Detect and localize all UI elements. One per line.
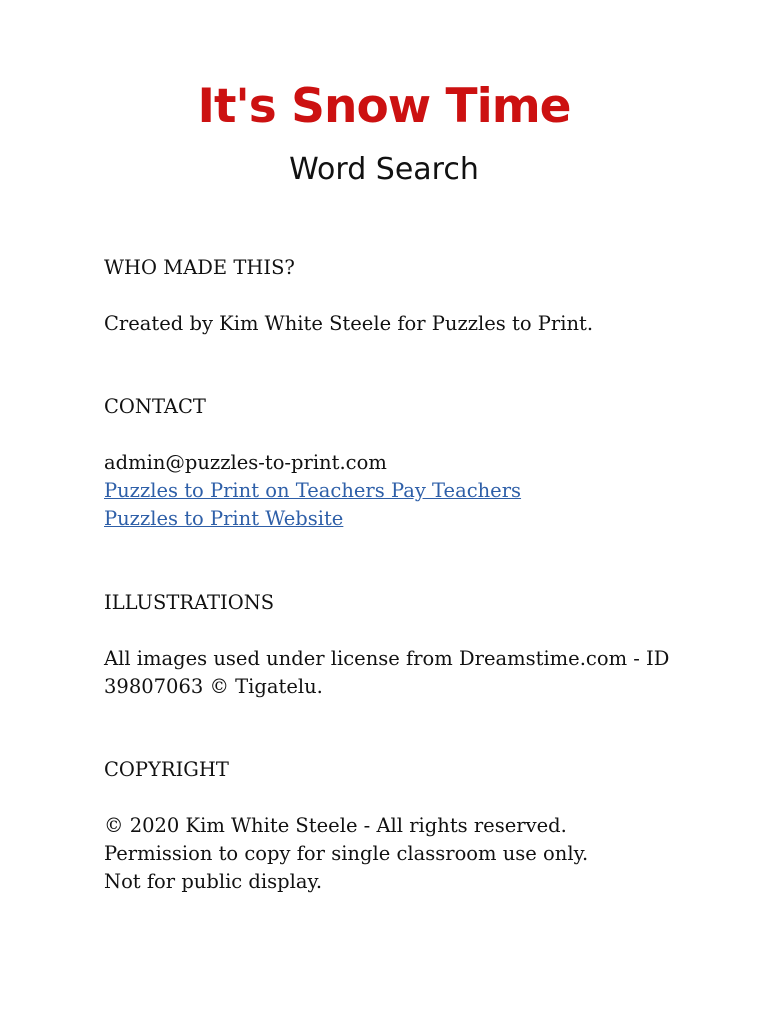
copyright-block bbox=[104, 812, 704, 896]
copyright-line-1: © 2020 Kim White Steele - All rights reserved. bbox=[104, 814, 567, 837]
illustrations-heading: ILLUSTRATIONS bbox=[104, 591, 275, 614]
page-title: It's Snow Time bbox=[197, 79, 571, 134]
contact-email: admin@puzzles-to-print.com bbox=[104, 451, 387, 474]
tpt-link[interactable]: Puzzles to Print on Teachers Pay Teachers bbox=[104, 479, 522, 502]
contact-block bbox=[104, 449, 704, 533]
who-text: Created by Kim White Steele for Puzzles to Print. bbox=[104, 312, 594, 335]
who-heading: WHO MADE THIS? bbox=[104, 256, 295, 279]
contact-heading: CONTACT bbox=[104, 395, 206, 418]
copyright-line-2: Permission to copy for single classroom use only. bbox=[104, 842, 589, 865]
copyright-heading: COPYRIGHT bbox=[104, 758, 229, 781]
illustrations-line-1: All images used under license from Dreamstime.com - ID bbox=[104, 647, 670, 670]
illustrations-block bbox=[104, 645, 704, 701]
illustrations-line-2: 39807063 © Tigatelu. bbox=[104, 675, 323, 698]
website-link[interactable]: Puzzles to Print Website bbox=[104, 507, 344, 530]
page-subtitle: Word Search bbox=[289, 152, 479, 187]
copyright-line-3: Not for public display. bbox=[104, 870, 323, 893]
